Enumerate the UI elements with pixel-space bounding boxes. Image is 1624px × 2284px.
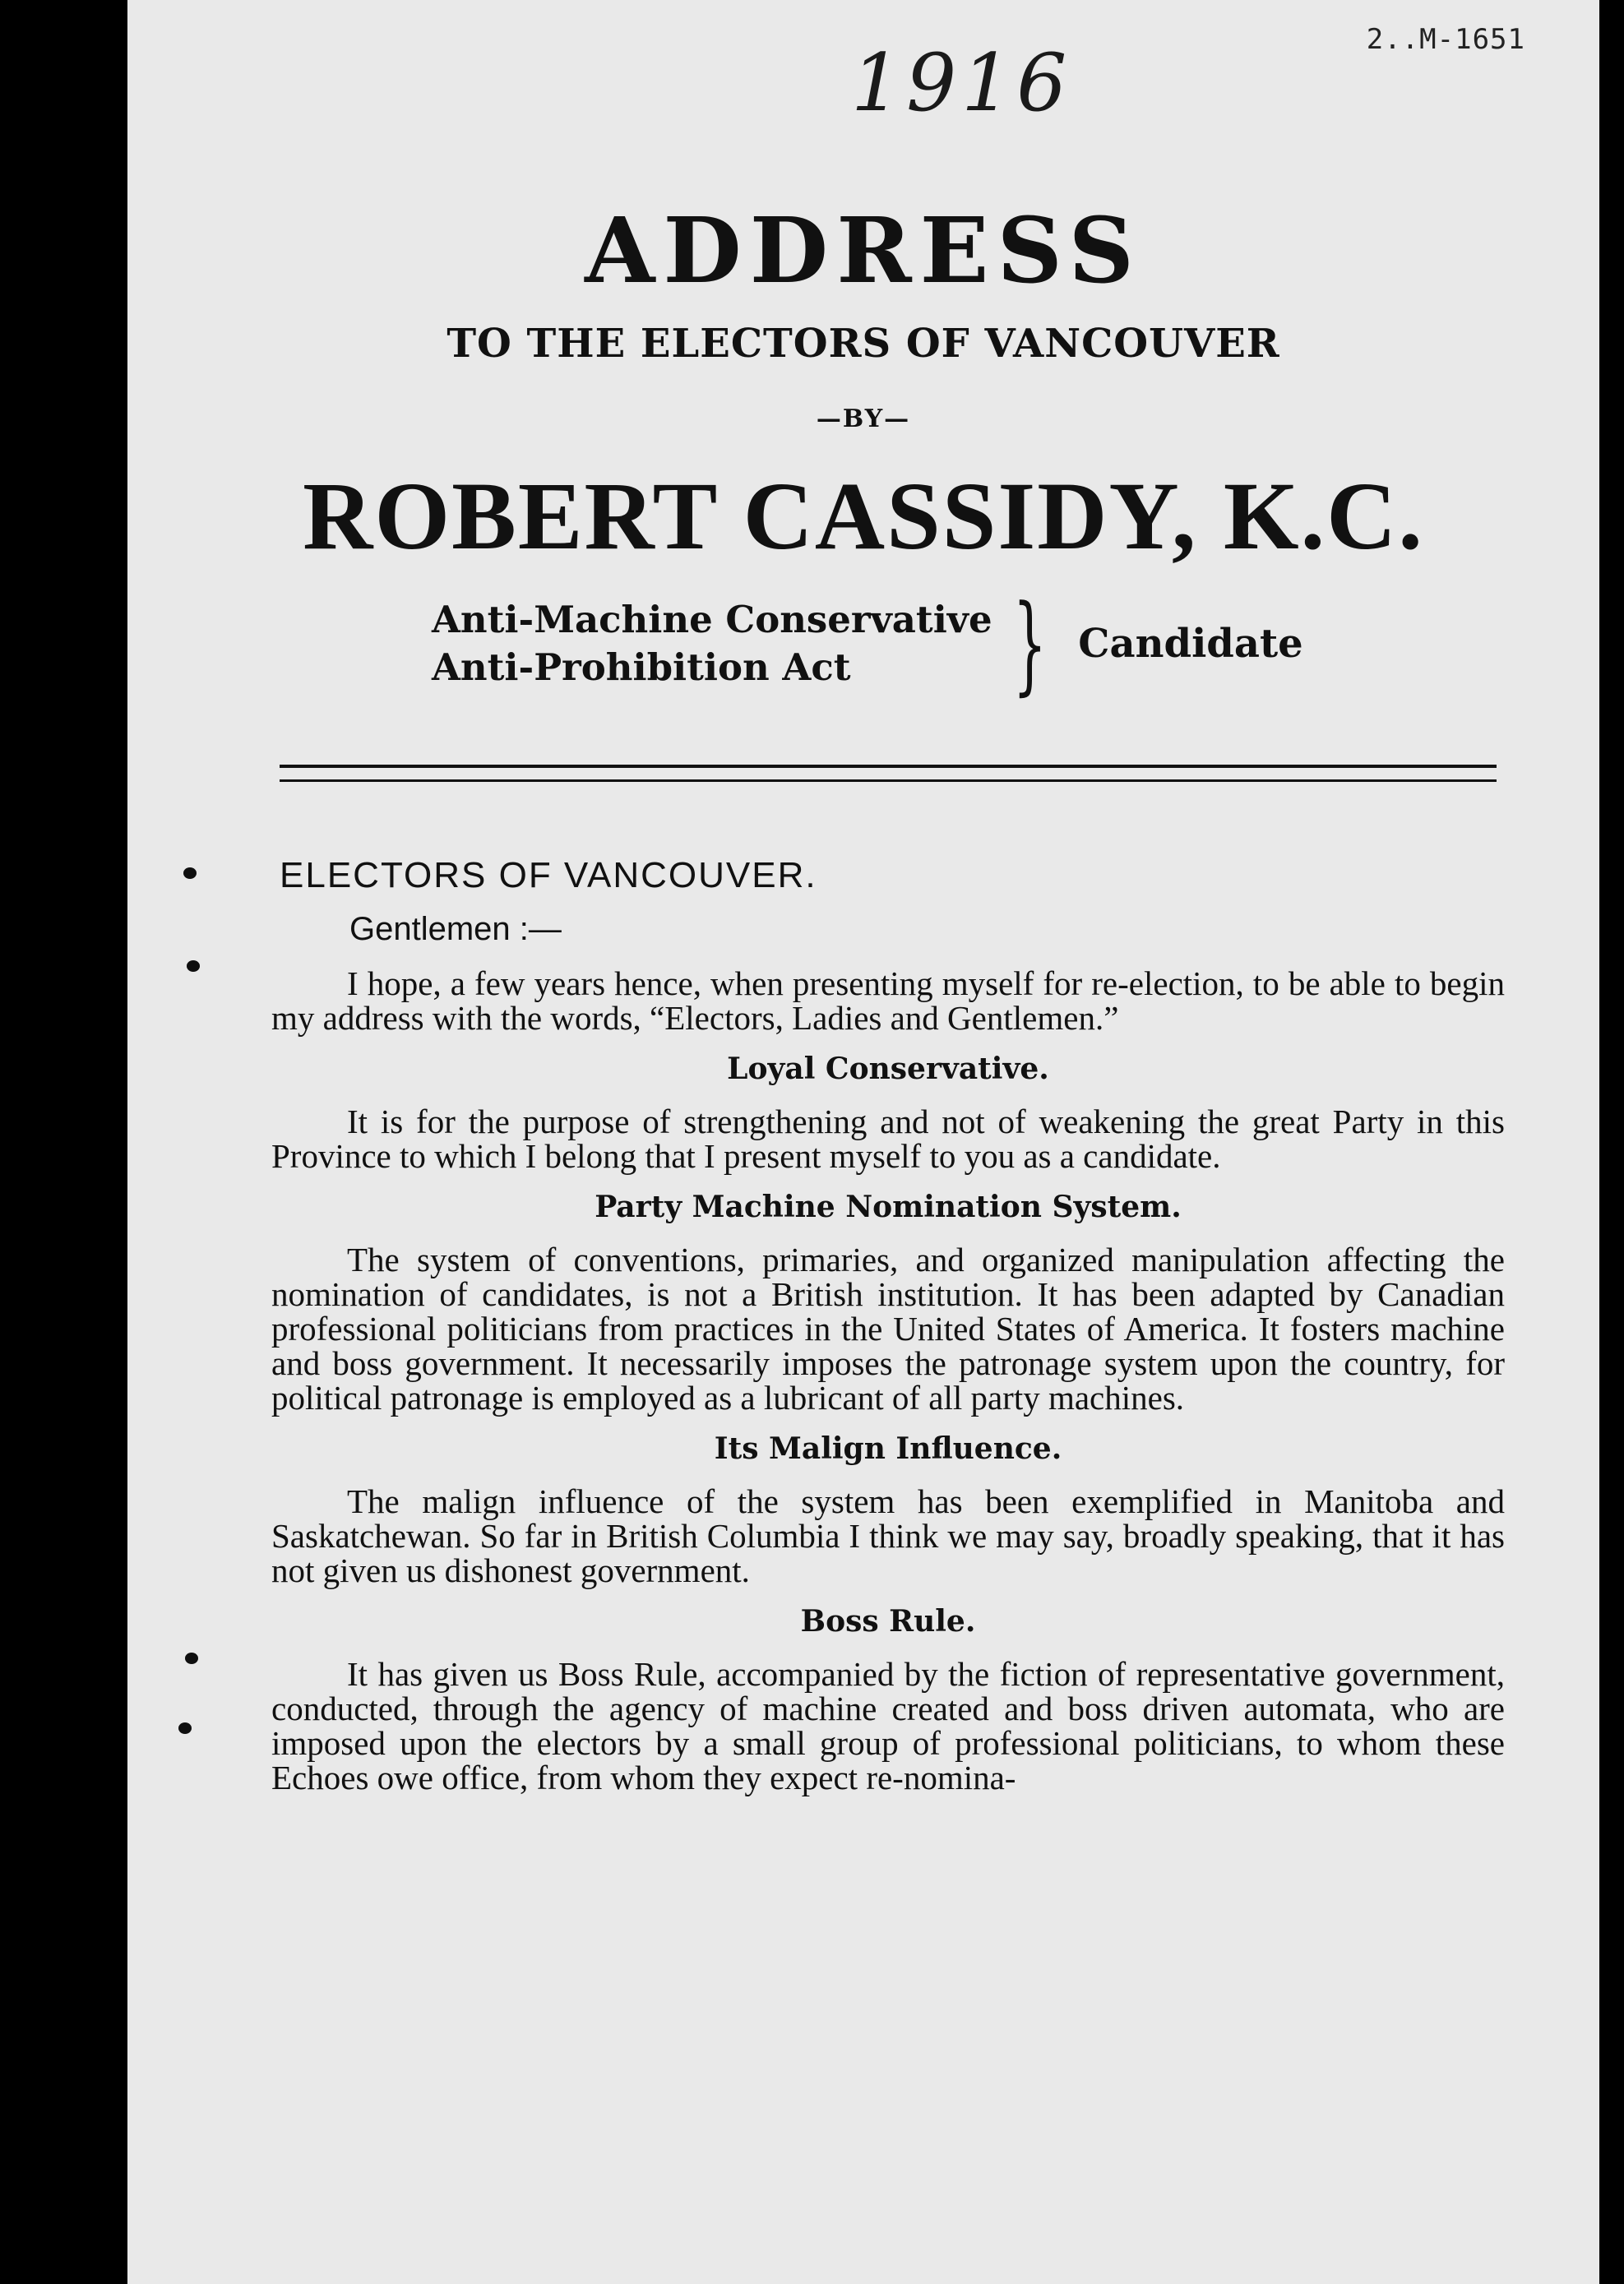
candidate-name: ROBERT CASSIDY, K.C. <box>303 462 1424 570</box>
candidate-label: Candidate <box>1078 621 1303 667</box>
document-page <box>127 0 1599 2284</box>
scan-speck <box>183 867 197 879</box>
double-rule-divider <box>280 765 1497 782</box>
section-heading: Boss Rule. <box>800 1604 976 1639</box>
letter-body <box>271 966 1505 1795</box>
by-line: —BY— <box>816 405 911 433</box>
platform-line-2: Anti-Prohibition Act <box>432 645 851 689</box>
brace-icon: } <box>1012 581 1047 706</box>
section-heading: Party Machine Nomination System. <box>595 1190 1182 1224</box>
platform-line-1: Anti-Machine Conservative <box>432 598 992 641</box>
section-paragraph: The malign influence of the system has been exemplified in Manitoba and Saskatchewan. So far in British Columbia I think we may say, broadly speaking, that it has not given us dishonest government. <box>271 1482 1505 1589</box>
scan-speck <box>178 1722 192 1734</box>
handwritten-year: 1916 <box>851 37 1072 129</box>
section-paragraph: It has given us Boss Rule, accompanied by the fiction of representative government, conducted, through the agency of machine created and boss driven automata, who are imposed upon the electors by a small group of professional politicians, to whom these Echoes owe office, from whom they expect re-nomina- <box>271 1655 1505 1796</box>
archive-reference: 2..M-1651 <box>1366 23 1525 56</box>
platform-block <box>432 581 1303 706</box>
scan-border <box>0 0 127 2284</box>
section-heading: Loyal Conservative. <box>727 1052 1049 1086</box>
section-paragraph: It is for the purpose of strengthening and not of weakening the great Party in this Province to which I belong that I present myself to you as a candidate. <box>271 1103 1505 1175</box>
document-title: ADDRESS <box>585 197 1142 303</box>
salutation: ELECTORS OF VANCOUVER. <box>280 855 817 895</box>
section-heading: Its Malign Influence. <box>714 1431 1062 1466</box>
scan-speck <box>187 960 200 972</box>
section-paragraph: The system of conventions, primaries, and organized manipulation affecting the nomination of candidates, is not a British institution. It has been adapted by Canadian professional politicians from practices in the United States of America. It fosters machine and boss government. It necessarily imposes the patronage system upon the country, for political patronage is employed as a lubricant of all party machines. <box>271 1241 1505 1417</box>
greeting: Gentlemen :— <box>349 911 562 947</box>
document-subtitle: TO THE ELECTORS OF VANCOUVER <box>446 321 1280 367</box>
intro-paragraph: I hope, a few years hence, when presenting myself for re-election, to be able to begin my address with the words, “Electors, Ladies and Gentlemen.” <box>271 964 1505 1037</box>
scan-speck <box>185 1653 198 1664</box>
platform-lines <box>432 596 992 691</box>
